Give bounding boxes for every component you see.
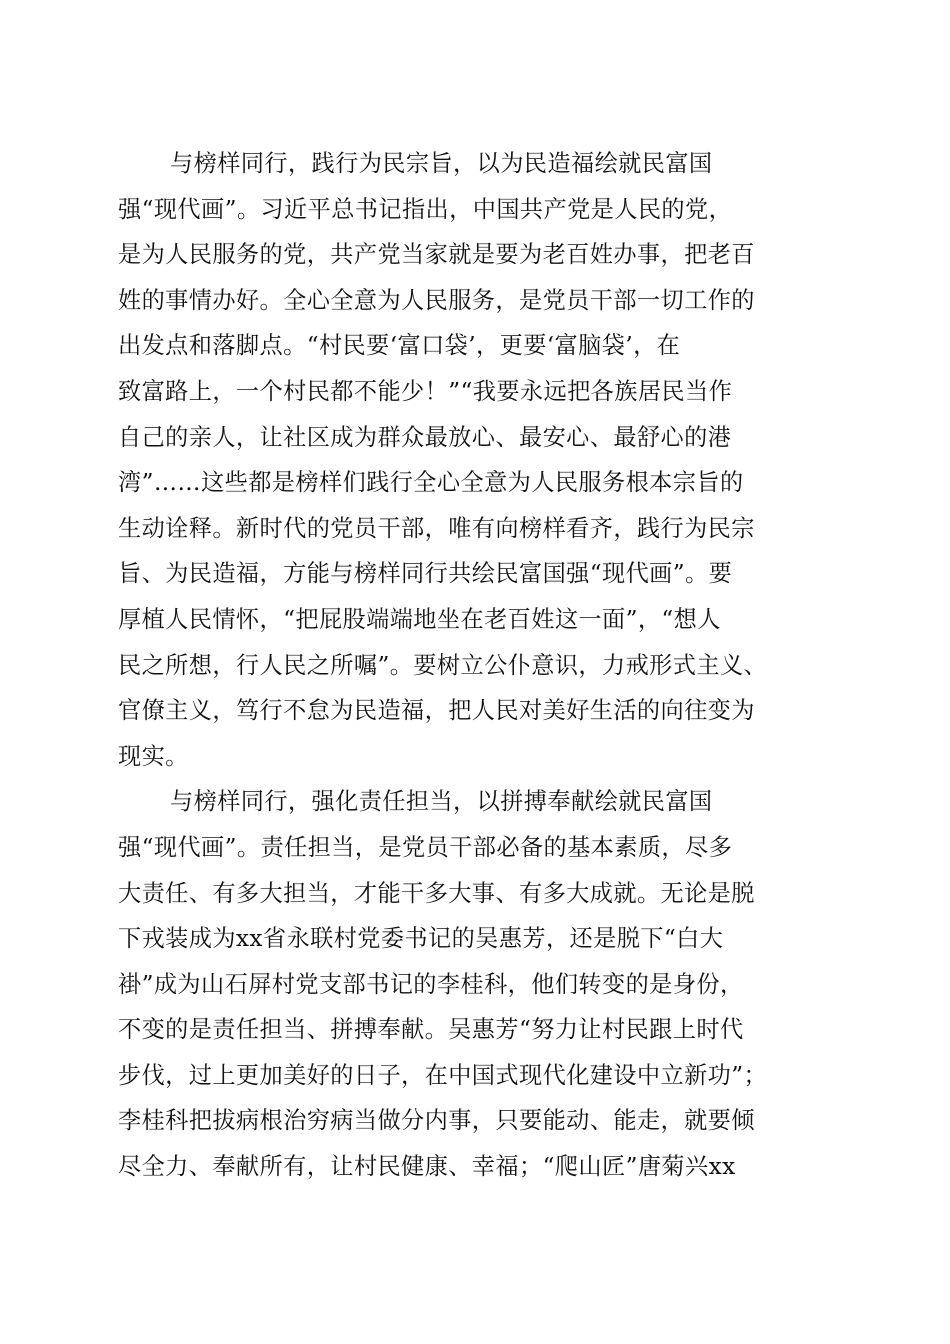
paragraph-1 <box>118 141 834 779</box>
text-line: 李桂科把拔病根治穷病当做分内事，只要能动、能走，就要倾 <box>118 1107 755 1135</box>
text-line: 强“现代画”。习近平总书记指出，中国共产党是人民的党， <box>118 195 733 223</box>
text-line: 生动诠释。新时代的党员干部，唯有向榜样看齐，践行为民宗 <box>118 514 755 542</box>
text-line: 下戎装成为xx省永联村党委书记的吴惠芳，还是脱下“白大 <box>118 925 724 953</box>
text-line: 不变的是责任担当、拼搏奉献。吴惠芳“努力让村民跟上时代 <box>118 1016 744 1044</box>
text-line: 致富路上，一个村民都不能少！”“我要永远把各族居民当作 <box>118 377 733 405</box>
body-text <box>118 141 834 1190</box>
text-line: 民之所想，行人民之所嘱”。要树立公仆意识，力戒形式主义、 <box>118 651 768 679</box>
text-line: 强“现代画”。责任担当，是党员干部必备的基本素质，尽多 <box>118 833 733 861</box>
text-line: 官僚主义，笃行不怠为民造福，把人民对美好生活的向往变为 <box>118 697 755 725</box>
text-line: 湾”……这些都是榜样们践行全心全意为人民服务根本宗旨的 <box>118 469 744 497</box>
text-line: 旨、为民造福，方能与榜样同行共绘民富国强“现代画”。要 <box>118 560 733 588</box>
text-line: 是为人民服务的党，共产党当家就是要为老百姓办事，把老百 <box>118 241 755 269</box>
paragraph-2 <box>118 779 834 1189</box>
text-line: 与榜样同行，强化责任担当，以拼搏奉献绘就民富国 <box>170 788 713 816</box>
text-line: 尽全力、奉献所有，让村民健康、幸福；“爬山匠”唐菊兴xx <box>118 1153 736 1181</box>
text-line: 自己的亲人，让社区成为群众最放心、最安心、最舒心的港 <box>118 423 732 451</box>
text-line: 与榜样同行，践行为民宗旨，以为民造福绘就民富国 <box>170 150 713 177</box>
text-line: 褂”成为山石屏村党支部书记的李桂科，他们转变的是身份， <box>118 970 744 998</box>
text-line: 厚植人民情怀，“把屁股端端地坐在老百姓这一面”，“想人 <box>118 605 721 633</box>
text-line: 现实。 <box>118 742 189 770</box>
text-line: 姓的事情办好。全心全意为人民服务，是党员干部一切工作的 <box>118 286 755 314</box>
text-line: 大责任、有多大担当，才能干多大事、有多大成就。无论是脱 <box>118 879 755 907</box>
text-line: 步伐，过上更加美好的日子，在中国式现代化建设中立新功”； <box>118 1061 768 1089</box>
text-line: 出发点和落脚点。“村民要‘富口袋’，更要‘富脑袋’，在 <box>118 332 681 360</box>
